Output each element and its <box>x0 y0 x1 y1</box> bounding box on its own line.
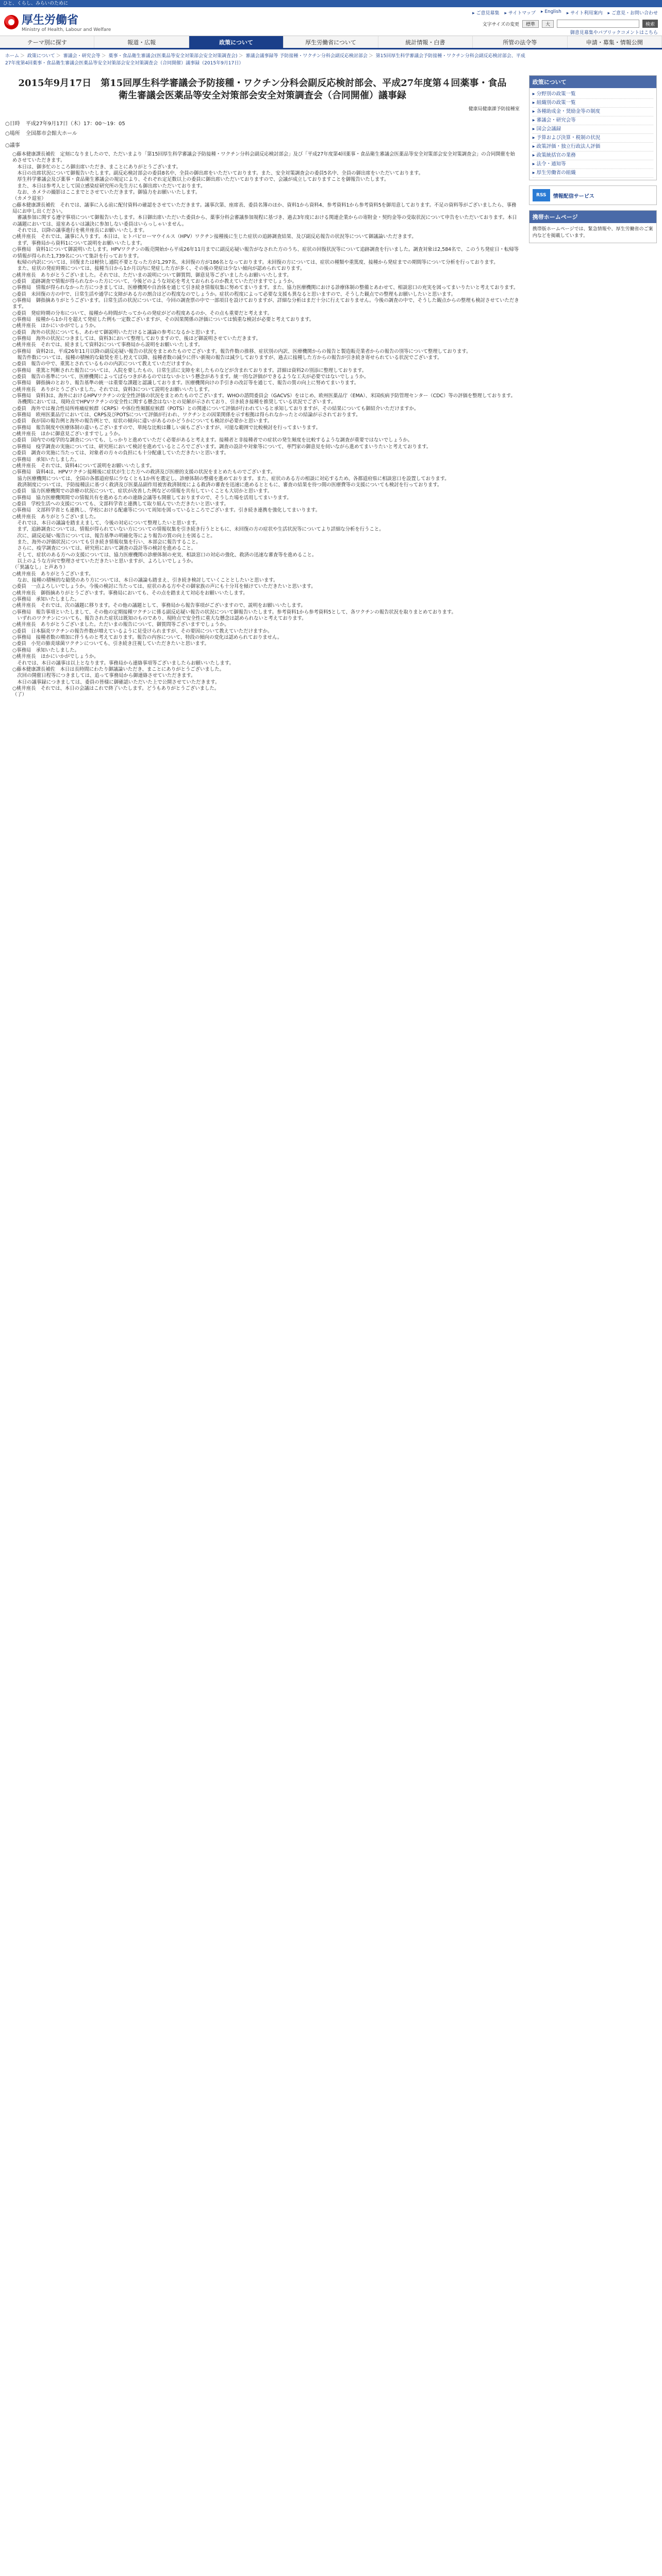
content-wrap <box>0 70 662 699</box>
global-nav <box>0 36 662 49</box>
breadcrumb-home[interactable]: ホーム <box>5 54 20 59</box>
util-link-guide[interactable]: ▸ サイト利用案内 <box>567 9 603 16</box>
mobile-homepage-title: 携帯ホームページ <box>529 211 656 223</box>
meta-date-label: ○日時 <box>5 121 20 127</box>
info-service-label: 情報配信サービス <box>553 193 594 199</box>
meta-place-value: 全国都市会館大ホール <box>26 131 77 137</box>
policy-menu-item[interactable]: ▸ 法令・通知等 <box>533 160 653 169</box>
policy-menu-item[interactable]: ▸ 組織別の政策一覧 <box>533 99 653 108</box>
utility-links <box>472 9 658 16</box>
site-header <box>0 7 662 36</box>
policy-menu-item[interactable]: ▸ 厚生労働省の組織 <box>533 169 653 178</box>
breadcrumb-council[interactable]: 薬事・食品衛生審議会(医薬品等安全対策部会安全対策調査会) <box>108 54 238 59</box>
breadcrumb-policy[interactable]: 政策について <box>27 54 55 59</box>
meta-date-value: 平成27年9月17日（木）17：00～19：05 <box>26 121 125 127</box>
sidebar <box>529 70 657 699</box>
policy-menu <box>529 75 657 180</box>
gnav-theme[interactable]: テーマ別に探す <box>0 36 94 48</box>
gnav-about[interactable]: 厚生労働省について <box>284 36 378 48</box>
util-link-opinion[interactable]: ▸ ご意見募集 <box>472 9 499 16</box>
font-size-label: 文字サイズの変更 <box>482 22 519 27</box>
mhlw-logo-icon <box>4 15 19 29</box>
mobile-homepage-box <box>529 210 657 243</box>
info-service-banner[interactable] <box>529 185 657 205</box>
gnav-applications[interactable]: 申請・募集・情報公開 <box>568 36 662 48</box>
policy-menu-item[interactable]: ▸ 審議会・研究会等 <box>533 116 653 125</box>
util-link-english[interactable]: ▸ English <box>541 9 561 16</box>
util-link-sitemap[interactable]: ▸ サイトマップ <box>505 9 536 16</box>
util-link-contact[interactable]: ▸ ご意見・お問い合わせ <box>608 9 658 16</box>
mobile-homepage-text: 携帯版ホームページでは、緊急情報や、厚生労働省のご案内などを掲載しています。 <box>532 227 653 239</box>
policy-menu-title: 政策について <box>529 76 656 88</box>
rss-icon: RSS <box>533 189 550 201</box>
meta-date <box>5 119 520 127</box>
minutes-heading: ○議事 <box>5 143 20 148</box>
minutes-body: ○藤本健康課長補佐 定刻になりましたので、ただいまより「第15回厚生科学審議会予防接種・ワクチン分科会副反応検討部会」及び「平成27年度第4回薬事・食品衛生審議会医薬品等安全対策部会安全対策調査会」の合同開催を始めさせていただきます。 本日は、御多忙のところ御出席いただき、まことにありがとうございます。 本日の出席状況について御報告いたします。副反応検討部会の委員8名中、全員の御出席をいただいております。また、安全対策調査会の委員5名中、全員の御出席をいただいております。 厚生科学審議会及び薬事・食品衛生審議会の規定により、それぞれ定足数以上の委員に御出席いただいておりますので、会議が成立しておりますことを御報告いたします。 また、本日は参考人として国立感染症研究所の先生方にも御出席いただいております。 なお、カメラの撮影はここまでとさせていただきます。御協力をお願いいたします。 （カメラ退室） ○藤本健康課長補佐 それでは、議事に入る前に配付資料の確認をさせていただきます。議事次第、座席表、委員名簿のほか、資料1から資料4、参考資料1から参考資料5を御用意しております。不足の資料等がございましたら、事務局にお申し出ください。 審議参加に関する遵守事項について御報告いたします。本日御出席いただいた委員から、薬事分科会審議参加規程に基づき、過去3年度における関連企業からの寄附金・契約金等の受取状況について申告をいただいております。本日の議題においては、退室あるいは議決に参加しない委員はいらっしゃいません。 それでは、以降の議事進行を桃井座長にお願いいたします。 ○桃井座長 それでは、議事に入ります。本日は、ヒトパピローマウイルス（HPV）ワクチン接種後に生じた症状の追跡調査結果、及び副反応報告の状況等について御議論いただきます。 まず、事務局から資料1について説明をお願いいたします。 ○事務局 資料1について御説明いたします。HPVワクチンの販売開始から平成26年11月までに副反応疑い報告がなされた方のうち、症状の回復状況等について追跡調査を行いました。調査対象は2,584名で、このうち発症日・転帰等の情報が得られた1,739名について集計を行っております。 転帰の内訳については、回復または軽快し通院不要となった方が1,297名、未回復の方が186名となっております。未回復の方については、症状の種類や重篤度、接種から発症までの期間等について分析を行っております。 また、症状の発症時期については、接種当日から1か月以内に発症した方が多く、その後の発症は少ない傾向が認められております。 ○桃井座長 ありがとうございました。それでは、ただいまの説明について御質問、御意見等ございましたらお願いいたします。 ○委員 追跡調査で情報が得られなかった方について、今後どのような対応を考えておられるのか教えていただけますでしょうか。 ○事務局 情報が得られなかった方につきましては、医療機関や自治体を通じて引き続き情報収集に努めてまいります。また、協力医療機関における診療体制の整備とあわせて、相談窓口の充実を図ってまいりたいと考えております。 ○委員 未回復の方の中で、日常生活や通学に支障がある方の割合はどの程度なのでしょうか。症状の程度によって必要な支援も異なると思いますので、そうした観点での整理もお願いしたいと思います。 ○事務局 御指摘ありがとうございます。日常生活の状況については、今回の調査票の中で一部項目を設けておりますが、詳細な分析はまだ十分に行えておりません。今後の調査の中で、そうした観点からの整理も検討させていただきます。 ○委員 発症時期の分布について、接種から時間がたってからの発症がどの程度あるのか、その点も重要だと考えます。 ○事務局 接種から1か月を超えて発症した例も一定数ございますが、その因果関係の評価については慎重な検討が必要と考えております。 ○桃井座長 ほかにいかがでしょうか。 ○委員 海外の状況についても、あわせて御説明いただけると議論の参考になるかと思います。 ○事務局 海外の状況につきましては、資料3において整理しておりますので、後ほど御説明させていただきます。 ○桃井座長 それでは、続きまして資料2について事務局から説明をお願いいたします。 ○事務局 資料2は、平成26年11月以降の副反応疑い報告の状況をまとめたものでございます。報告件数の推移、症状別の内訳、医療機関からの報告と製造販売業者からの報告の別等について整理しております。 報告件数については、接種の積極的な勧奨を差し控えて以降、接種者数の減少に伴い新規の報告は減少しておりますが、過去に接種した方からの報告が引き続き寄せられている状況でございます。 ○委員 報告の中で、重篤とされているものの内訳について教えていただけますか。 ○事務局 重篤と判断された報告については、入院を要したもの、日常生活に支障を来したものなどが含まれております。詳細は資料2の別添に整理しております。 ○委員 報告の基準について、医療機関によってばらつきがあるのではないかという懸念があります。統一的な評価ができるような工夫が必要ではないでしょうか。 ○事務局 御指摘のとおり、報告基準の統一は重要な課題と認識しております。医療機関向けの手引きの改訂等を通じて、報告の質の向上に努めてまいります。 ○桃井座長 ありがとうございました。それでは、資料3について説明をお願いいたします。 ○事務局 資料3は、海外におけるHPVワクチンの安全性評価の状況をまとめたものでございます。WHOの諮問委員会（GACVS）をはじめ、欧州医薬品庁（EMA）、米国疾病予防管理センター（CDC）等の評価を整理しております。 各機関においては、現時点でHPVワクチンの安全性に関する懸念はないとの見解が示されており、引き続き接種を推奨している状況でございます。 ○委員 海外では複合性局所疼痛症候群（CRPS）や体位性頻脈症候群（POTS）との関連について評価が行われていると承知しておりますが、その結果についても御紹介いただけますか。 ○事務局 欧州医薬品庁においては、CRPS及びPOTSについて評価が行われ、ワクチンとの因果関係を示す根拠は得られなかったとの結論が示されております。 ○委員 我が国の報告例と海外の報告例とで、症状の傾向に違いがあるのかどうかについても検討が必要かと思います。 ○事務局 報告制度や医療体制の違いもございますので、単純な比較は難しい面もございますが、可能な範囲で比較検討を行ってまいります。 ○桃井座長 ほかに御意見ございますでしょうか。 ○委員 国内での疫学的な調査についても、しっかりと進めていただく必要があると考えます。接種者と非接種者での症状の発生頻度を比較するような調査が重要ではないでしょうか。 ○事務局 疫学調査の実施については、研究班において検討を進めているところでございます。調査の設計や対象等について、専門家の御意見を伺いながら進めてまいりたいと考えております。 ○委員 調査の実施に当たっては、対象者の方々の負担にも十分配慮していただきたいと思います。 ○事務局 承知いたしました。 ○桃井座長 それでは、資料4について説明をお願いいたします。 ○事務局 資料4は、HPVワクチン接種後に症状が生じた方への救済及び医療的支援の状況をまとめたものでございます。 協力医療機関については、全国の各都道府県に少なくとも1か所を選定し、診療体制の整備を進めております。また、症状のある方の相談に対応するため、各都道府県に相談窓口を設置しております。 救済制度については、予防接種法に基づく救済及び医薬品副作用被害救済制度による救済の審査を迅速に進めるとともに、審査の結果を待つ間の医療費等の支援についても検討を行っております。 ○委員 協力医療機関での診療の状況について、症状が改善した例などの情報を共有していくことも大切かと思います。 ○事務局 協力医療機関間での情報共有を進めるための連絡会議等も開催しておりますので、そうした場を活用してまいります。 ○委員 学校生活への支援についても、文部科学省と連携して取り組んでいただきたいと思います。 ○事務局 文部科学省とも連携し、学校における配慮等について周知を図っているところでございます。引き続き連携を強化してまいります。 ○桃井座長 ありがとうございました。 それでは、本日の議論を踏まえまして、今後の対応について整理したいと思います。 まず、追跡調査については、情報が得られていない方についての情報収集を引き続き行うとともに、未回復の方の症状や生活状況等についてより詳細な分析を行うこと。 次に、副反応疑い報告については、報告基準の明確化等により報告の質の向上を図ること。 また、海外の評価状況についても引き続き情報収集を行い、本部会に報告すること。 さらに、疫学調査については、研究班において調査の設計等の検討を進めること。 そして、症状のある方への支援については、協力医療機関の診療体制の充実、相談窓口の対応の強化、救済の迅速な審査等を進めること。 以上のような方向で整理させていただきたいと思いますが、よろしいでしょうか。 （「異議なし」と声あり） ○桃井座長 ありがとうございます。 なお、接種の積極的な勧奨のあり方については、本日の議論も踏まえ、引き続き検討していくこととしたいと思います。 ○委員 一点よろしいでしょうか。今後の検討に当たっては、症状のある方やその御家族の声にも十分耳を傾けていただきたいと思います。 ○桃井座長 御指摘ありがとうございます。事務局においても、その点を踏まえて対応をお願いいたします。 ○事務局 承知いたしました。 ○桃井座長 それでは、次の議題に移ります。その他の議題として、事務局から報告事項がございますので、説明をお願いいたします。 ○事務局 報告事項といたしまして、その他の定期接種ワクチンに係る副反応疑い報告の状況について御報告いたします。参考資料1から参考資料5として、各ワクチンの報告状況を取りまとめております。 いずれのワクチンについても、報告された症状は既知のものであり、現時点で安全性に重大な懸念は認められないと考えております。 ○桃井座長 ありがとうございました。ただいまの報告について、御質問等ございますでしょうか。 ○委員 日本脳炎ワクチンの報告件数が増えているように見受けられますが、その要因について教えていただけますか。 ○事務局 接種者数の増加に伴うものと考えております。報告の内容について、特段の傾向の変化は認められておりません。 ○委員 小児の肺炎球菌ワクチンについても、引き続き注視していただきたいと思います。 ○事務局 承知いたしました。 ○桃井座長 ほかにいかがでしょうか。 それでは、本日の議事は以上となります。事務局から連絡事項等ございましたらお願いいたします。 ○藤本健康課長補佐 本日は長時間にわたり御議論いただき、まことにありがとうございました。 次回の開催日程等につきましては、追って事務局から御連絡させていただきます。 本日の議事録につきましては、委員の皆様に御確認いただいた上で公開させていただきます。 ○桃井座長 それでは、本日の会議はこれで終了いたします。どうもありがとうございました。 （了） <box>12 151 519 698</box>
public-comment-link[interactable]: 御意見募集やパブリックコメントはこちら <box>570 30 658 36</box>
breadcrumb: ホーム ＞ 政策について ＞ 審議会・研究会等 ＞ 薬事・食品衛生審議会(医薬品等安全対策部会安全対策調査会) ＞ 審議会議事録等 予防接種・ワクチン分科会副反応検討部会 ＞ 第15回厚生科学審議会予防接種・ワクチン分科会副反応検討部会、平成27年度第4回薬事・食品衛生審議会医薬品等安全対策部会安全対策調査会（合同開催）議事録（2015年9月17日） <box>5 54 525 66</box>
tagline: ひと、くらし、みらいのために <box>0 0 662 7</box>
gnav-laws[interactable]: 所管の法令等 <box>473 36 567 48</box>
breadcrumb-current: 第15回厚生科学審議会予防接種・ワクチン分科会副反応検討部会、平成27年度第4回薬事・食品衛生審議会医薬品等安全対策部会安全対策調査会（合同開催）議事録（2015年9月17日） <box>5 54 525 66</box>
gnav-statistics[interactable]: 統計情報・白書 <box>378 36 473 48</box>
breadcrumb-minutes[interactable]: 審議会議事録等 予防接種・ワクチン分科会副反応検討部会 <box>245 54 368 59</box>
meta-place <box>5 129 520 137</box>
policy-menu-item[interactable]: ▸ 政策統括官の業務 <box>533 151 653 160</box>
font-size-standard-button[interactable]: 標準 <box>522 20 539 28</box>
logo-text-en: Ministry of Health, Labour and Welfare <box>22 27 111 32</box>
department: 健康局健康課予防接種室 <box>468 107 520 112</box>
policy-menu-item[interactable]: ▸ 分野別の政策一覧 <box>533 90 653 99</box>
gnav-policy[interactable]: 政策について <box>189 36 284 48</box>
search-input[interactable] <box>557 20 639 28</box>
policy-menu-item[interactable]: ▸ 政策評価・独立行政法人評価 <box>533 143 653 151</box>
policy-menu-item[interactable]: ▸ 各種助成金・奨励金等の制度 <box>533 108 653 116</box>
page-title: 2015年9月17日 第15回厚生科学審議会予防接種・ワクチン分科会副反応検討部会、平成27年度第４回薬事・食品衛生審議会医薬品等安全対策部会安全対策調査会（合同開催）議事録 <box>18 78 507 101</box>
gnav-press[interactable]: 報道・広報 <box>94 36 189 48</box>
logo-text: 厚生労働省 <box>22 13 79 27</box>
policy-menu-item[interactable]: ▸ 予算および決算・税制の状況 <box>533 134 653 143</box>
search-row <box>483 20 658 28</box>
meta-place-label: ○場所 <box>5 131 20 137</box>
main-content <box>5 70 520 699</box>
font-size-large-button[interactable]: 大 <box>542 20 554 28</box>
policy-menu-item[interactable]: ▸ 国会会議録 <box>533 125 653 134</box>
site-logo[interactable] <box>4 11 111 32</box>
search-button[interactable]: 検索 <box>642 20 658 28</box>
breadcrumb-councils[interactable]: 審議会・研究会等 <box>63 54 101 59</box>
